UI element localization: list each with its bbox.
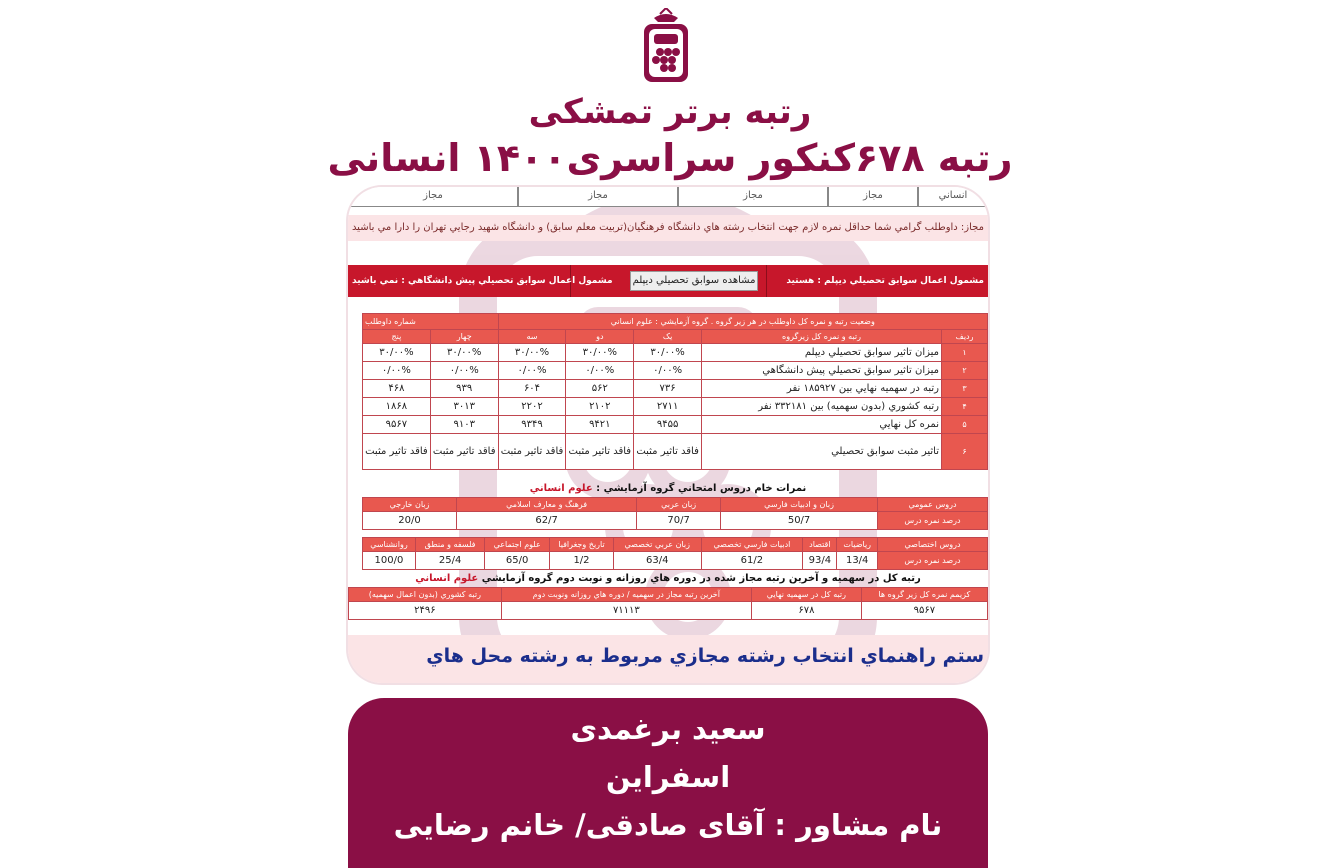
top-cell: مجاز [678,187,828,207]
student-city: اسفراین [605,760,731,794]
table-row: ۹۵۶۷ ۶۷۸ ۷۱۱۱۳ ۲۴۹۶ [349,602,988,620]
top-cell: مجاز [828,187,918,207]
raw-scores-title: نمرات خام دروس امتحاني گروه آزمايشي : علوم انساني [529,483,807,494]
top-cell: مجاز [518,187,678,207]
specialized-row-head: دروس اختصاصي [878,538,988,552]
top-cell: مجاز [348,187,518,207]
table-row: ۲ ميزان تاثير سوابق تحصيلي پيش دانشگاهي ۰/۰۰% ۰/۰۰% ۰/۰۰% ۰/۰۰% ۰/۰۰% [363,362,988,380]
page-subtitle: رتبه ۶۷۸کنکور سراسری۱۴۰۰ انسانی [327,136,1013,180]
top-cell: انساني [918,187,988,207]
selection-guide-link[interactable]: ستم راهنماي انتخاب رشته مجازي مربوط به رشته محل هاي [426,645,984,667]
raw-scores-group: علوم انساني [529,483,593,494]
result-screenshot-card [348,187,988,683]
diploma-status-text: مشمول اعمال سوابق تحصيلي ديپلم : هستيد [786,276,984,286]
rank-table [362,313,988,470]
tameshki-logo-icon [640,8,692,86]
rank-table-caption: وضعيت رتبه و نمره كل داوطلب در هر زير گروه . گروه آزمايشي : علوم انساني [498,314,987,330]
table-row: درصد نمره درس 13/4 93/4 61/2 63/4 1/2 65/0 25/4 100/0 [363,552,988,570]
table-row: ۱ ميزان تاثير سوابق تحصيلي ديپلم ۳۰/۰۰% ۳۰/۰۰% ۳۰/۰۰% ۳۰/۰۰% ۳۰/۰۰% [363,344,988,362]
top-status-cells [348,187,988,207]
final-rank-title: رتبه كل در سهميه و آخرين رتبه مجاز شده در دوره هاي روزانه و نوبت دوم گروه آزمايشي علوم انساني [415,573,921,584]
preuniversity-status-text: مشمول اعمال سوابق تحصيلي پيش دانشگاهي : نمي باشيد [352,276,613,286]
table-row: ۶ تاثير مثبت سوابق تحصيلي فاقد تاثير مثبت فاقد تاثير مثبت فاقد تاثير مثبت فاقد تاثير مثبت فاقد تاثير مثبت [363,434,988,470]
student-info-panel [348,698,988,868]
col-group: پنج [363,330,431,344]
advisor-names: نام مشاور : آقای صادقی/ خانم رضایی [393,808,943,842]
status-bar [348,265,988,297]
final-rank-table: كزيمم نمره كل زير گروه ها رتبه كل در سهميه نهايي آخرين رتبه مجاز در سهميه / دوره هاي روزانه ونوبت دوم رتبه كشوري (بدون اعمال سهميه) ۹۵۶۷ ۶۷۸ ۷۱۱۱۳ ۲۴۹۶ [348,587,988,620]
table-row: ۴ رتبه كشوري (بدون سهميه) بين ۳۳۲۱۸۱ نفر ۲۷۱۱ ۲۱۰۲ ۲۲۰۲ ۳۰۱۳ ۱۸۶۸ [363,398,988,416]
col-group: چهار [430,330,498,344]
specialized-subjects-table: دروس اختصاصي رياضيات اقتصاد ادبيات فارسي تخصصي زبان عربي تخصصي تاريخ وجغرافيا علوم اجتماعي فلسفه و منطق روانشناسي درصد نمره درس 13/4 93/4 61/2 63/4 1/2 65/0 25/4 100/0 [362,537,988,570]
col-group: سه [498,330,566,344]
general-row-head: دروس عمومي [878,498,988,512]
table-row: درصد نمره درس 50/7 70/7 62/7 20/0 [363,512,988,530]
view-diploma-records-button[interactable]: مشاهده سوابق تحصيلي ديپلم [630,271,758,291]
student-name: سعید برغمدی [570,712,766,746]
table-row: ۵ نمره كل نهايي ۹۴۵۵ ۹۴۲۱ ۹۳۴۹ ۹۱۰۳ ۹۵۶۷ [363,416,988,434]
file-number-label: شماره داوطلب [363,314,499,330]
general-subjects-table: دروس عمومي زبان و ادبيات فارسي زبان عربي فرهنگ و معارف اسلامي زبان خارجي درصد نمره درس 50/7 70/7 62/7 20/0 [362,497,988,530]
col-desc: رتبه و نمره كل زيرگروه [702,330,942,344]
col-group: دو [566,330,634,344]
final-rank-group: علوم انساني [415,573,479,584]
col-row: رديف [942,330,988,344]
permission-note: مجاز: داوطلب گرامي شما حداقل نمره لازم جهت انتخاب رشته هاي دانشگاه فرهنگيان(تربيت معلم سابق) و دانشگاه شهيد رجايي تهران را دارا مي باشيد [348,215,988,241]
col-group: يک [634,330,702,344]
page-title: رتبه برتر تمشکی [528,92,812,132]
table-row: ۳ رتبه در سهميه نهايي بين ۱۸۵۹۲۷ نفر ۷۳۶ ۵۶۲ ۶۰۴ ۹۳۹ ۴۶۸ [363,380,988,398]
